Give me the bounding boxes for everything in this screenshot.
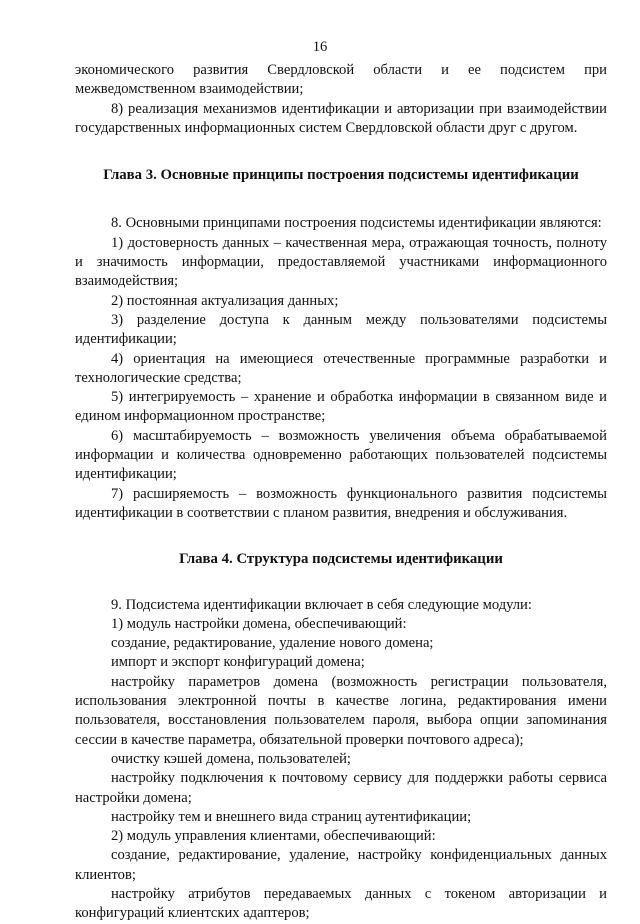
chapter-4-heading: Глава 4. Структура подсистемы идентификации (179, 551, 503, 568)
page-content (75, 61, 607, 924)
paragraph: 2) модуль управления клиентами, обеспечивающий: (111, 828, 436, 845)
paragraph: 9. Подсистема идентификации включает в себя следующие модули: (111, 596, 532, 613)
paragraph: 1) достоверность данных – качественная мера, отражающая точность, полноту и значимость информации, предоставляемой участниками информационного взаимодействия; (75, 234, 607, 290)
paragraph: 1) модуль настройки домена, обеспечивающий: (111, 615, 407, 632)
paragraph: 3) разделение доступа к данным между пользователями подсистемы идентификации; (75, 311, 607, 348)
paragraph: настройку параметров домена (возможность регистрации пользователя, использования электронной почты в качестве логина, редактирования имени пользователя, восстановления пользователем пароля, выбора опции запоминания сессии в качестве параметра, обязательной проверки почтового адреса); (75, 673, 607, 748)
paragraph: 8) реализация механизмов идентификации и авторизации при взаимодействии государственных информационных систем Свердловской области друг с другом. (75, 100, 607, 136)
paragraph: импорт и экспорт конфигураций домена; (111, 654, 365, 671)
paragraph: 5) интегрируемость – хранение и обработка информации в связанном виде и едином информационном пространстве; (75, 389, 607, 425)
paragraph: создание, редактирование, удаление, настройку конфиденциальных данных клиентов; (75, 847, 607, 883)
paragraph: 6) масштабируемость – возможность увеличения объема обрабатываемой информации и количества одновременно работающих пользователей подсистемы идентификации; (75, 427, 607, 483)
page-number: 16 (312, 39, 328, 55)
paragraph: создание, редактирование, удаление нового домена; (111, 635, 434, 652)
paragraph: экономического развития Свердловской области и ее подсистем при межведомственном взаимодействии; (75, 62, 607, 98)
paragraph: настройку подключения к почтовому сервису для поддержки работы сервиса настройки домена; (75, 770, 607, 806)
paragraph: 7) расширяемость – возможность функционального развития подсистемы идентификации в соответствии с планом развития, внедрения и обслуживания. (75, 485, 607, 521)
chapter-3-heading: Глава 3. Основные принципы построения подсистемы идентификации (103, 167, 579, 184)
paragraph: настройку тем и внешнего вида страниц аутентификации; (111, 808, 472, 825)
paragraph: 4) ориентация на имеющиеся отечественные программные разработки и технологические средства; (75, 350, 607, 386)
paragraph: очистку кэшей домена, пользователей; (111, 750, 351, 767)
paragraph: настройку атрибутов передаваемых данных с токеном авторизации и конфигураций клиентских адаптеров; (75, 885, 607, 922)
paragraph: 2) постоянная актуализация данных; (111, 292, 339, 309)
paragraph: 8. Основными принципами построения подсистемы идентификации являются: (111, 215, 602, 232)
